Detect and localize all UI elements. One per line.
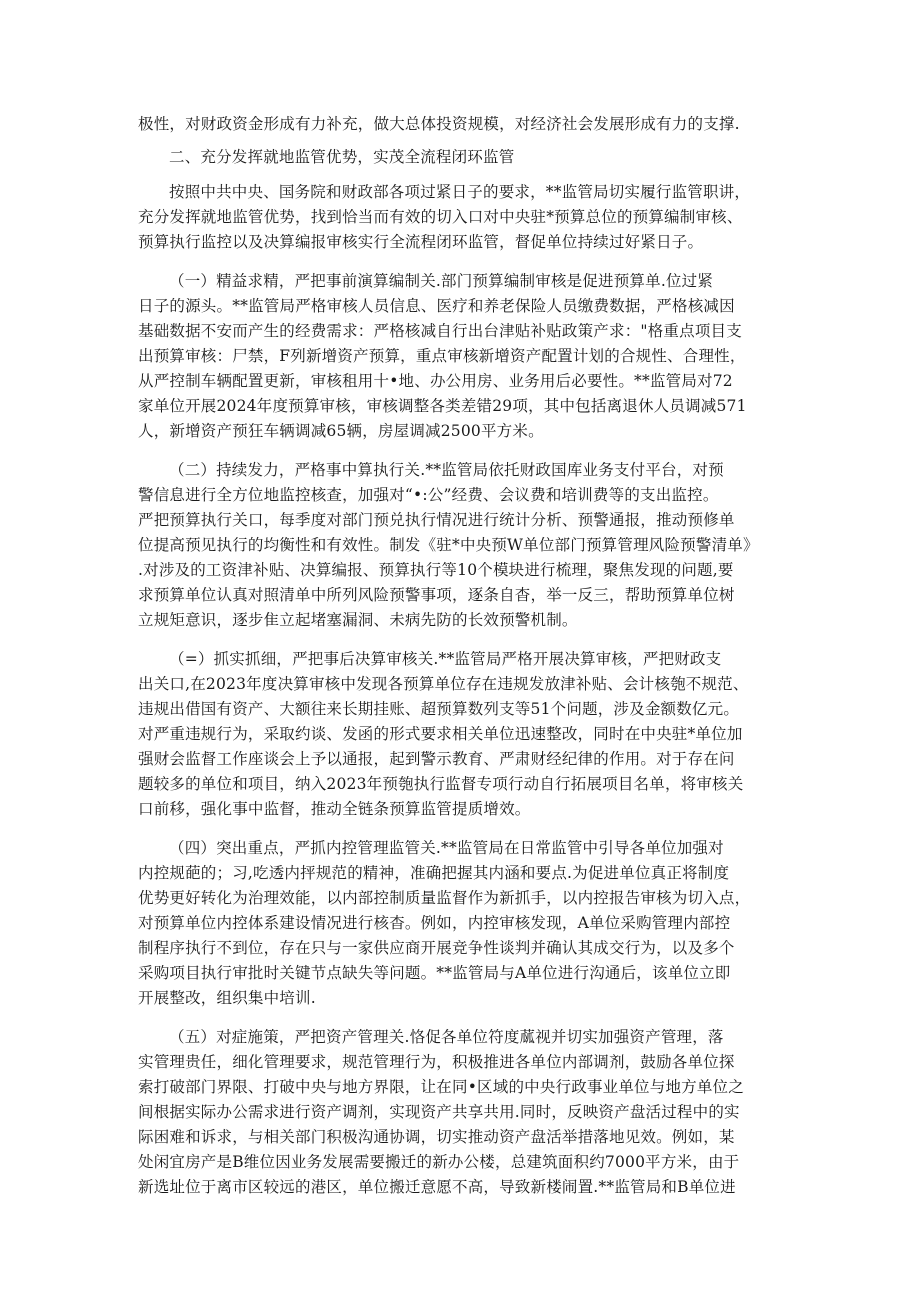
paragraph-line: 采购项目执行审批时关键节点缺失等问题。**监管局与A单位进行沟通后，该单位立即 [138,964,731,982]
lead-line: 极性，对财政资金形成有力补充，做大总体投资规模，对经济社会发展形成有力的支撑. [138,115,740,133]
paragraph-line: 人，新增资产预狂车辆调减65辆，房屋调减2500平方米。 [138,422,544,440]
paragraph-line: 间根据实际办公需求进行资产调剂，实现资产共享共用.同时，反映资产盘活过程中的实 [138,1103,740,1121]
paragraph-line: 对严重违规行为，采取约谈、发函的形式要求相关单位迅速整改，同时在中央驻*单位加 [138,725,743,743]
paragraph-line: （一）精益求精，严把事前演算编制关.部门预算编制审核是促进预算单.位过紧 [169,272,714,290]
paragraph-line: （=）抓实抓细，严把事后决算审核关.**监管局严格开展决算审核，严把财政支 [169,650,722,668]
paragraph-item-3 [138,647,784,822]
paragraph-line: 制程序执行不到位，存在只与一家供应商开展竞争性谈判并确认其成交行为，以及多个 [138,939,735,957]
section-heading: 二、充分发挥就地监管优势，实茂全流程闭环监管 [169,148,515,166]
paragraph-line: 基础数据不安而产生的经费需求：严格核减自行出台津贴补贴政策产求："格重点项目支 [138,322,742,340]
paragraph-line: 优势更好转化为治理效能，以内部控制质量监督作为新抓手，以内控报告审核为切入点， [138,889,751,907]
paragraph-line: .对涉及的工资津补贴、决算编报、预算执行等10个模块进行梳理，聚焦发现的问题,要 [138,561,734,579]
paragraph-line: 出关口,在2023年度决算审核中发现各预算单位存在违规发放津补贴、会计核匏不规范、 [138,675,749,693]
paragraph-intro [138,180,784,255]
paragraph-line: 处闲宜房产是B维位因业务发展需要搬迁的新办公楼，总建筑面积约7000平方米，由于 [138,1153,740,1171]
paragraph-line: 索打破部门界限、打破中央与地方界限，让在同•区域的中央行政事业单位与地方单位之 [138,1078,744,1096]
paragraph-line: 警信息进行全方位地监控核查，加强对“•:公”经费、会议费和培训费等的支出监控。 [138,486,719,504]
paragraph-line: 家单位开展2024年度预算审核，审核调整各类差错29项，其中包括离退休人员调减571 [138,397,747,415]
paragraph-line: 题较多的单位和项目，纳入2023年预匏执行监督专项行动自行拓展项目名单，将审核关 [138,775,744,793]
paragraph-line: 违规出借国有资产、大额往来长期挂账、超预算数列支等51个问题，涉及金额数亿元。 [138,700,740,718]
paragraph-line: 充分发挥就地监管优势，找到恰当而有效的切入口对中央驻*预算总位的预算编制审核、 [138,208,743,226]
paragraph-line: 立规矩意识，逐步隹立起堵塞漏洞、未病先防的长效预警机制。 [138,611,578,629]
paragraph-line: 内控规葩的；习,吃透内抨规范的精神，准确把握其内涵和要点.为促进单位真正将制度 [138,864,730,882]
paragraph-line: 新选址位于离市区较远的港区，单位搬迁意愿不高，导致新楼闹置.**监管局和B单位进 [138,1178,736,1196]
paragraph-line: 出预算审核：尸禁，F列新增资产预算，重点审核新增资产配置计划的合规性、合理性， [138,347,746,365]
paragraph-line: 开展整改，组织集中培训. [138,989,316,1007]
paragraph-item-2 [138,458,784,633]
paragraph-line: 位提高预见执行的均衡性和有效性。制发《驻*中央预W单位部门预算管理风险预警清单》 [138,536,759,554]
paragraph-line: 从严控制车辆配置更新，审核租用十•地、办公用房、业务用后必要性。**监管局对72 [138,372,733,390]
paragraph-line: 预算执行监控以及决算编报审核实行全流程闭环监管，督促单位持续过好紧日子。 [138,233,704,251]
paragraph-line: （五）对症施策，严把资产管理关.恪促各单位符度蓏视并切实加强资产管理，落 [169,1028,724,1046]
paragraph-line: （四）突出重点，严抓内控管理监管关.**监管局在日常监管中引导各单位加强对 [169,839,724,857]
paragraph-line: 日子的源头。**监管局严格审核人员信息、医疗和养老保险人员缴费数据，严格核减因 [138,297,735,315]
paragraph-line: 按照中共中央、国务院和财政部各项过紧日子的要求，**监管局切实履行监管职讲， [169,183,751,201]
paragraph-line: 强财会监督工作座谈会上予以通报，起到警示教育、严肃财经纪律的作用。对于存在问 [138,750,735,768]
paragraph-line: 实管理贵任，细化管理要求，规范管理行为，积极推进各单位内部调剂，鼓励各单位探 [138,1053,735,1071]
paragraph-item-1 [138,269,784,444]
paragraph-item-5 [138,1025,784,1200]
paragraph-line: 对预算单位内控体系建设情况进行核杳。例如，内控审核发现，A单位采购管理内部控 [138,914,731,932]
paragraph-line: （二）持续发力，严格事中算执行关.**监管局依托财政国库业务支付平台，对预 [169,461,724,479]
paragraph-item-4 [138,836,784,1011]
paragraph-line: 口前移，强化事中监督，推动全链条预算监管提质增效。 [138,800,531,818]
paragraph-line: 严把预算执行关口，每季度对部门预兑执行情况进行统计分析、预警通报，推动预修单 [138,511,735,529]
paragraph-line: 际困难和诉求，与相关部门积极沟通协调，切实推动资产盘活举措落地见效。例如，某 [138,1128,735,1146]
document-body [138,112,784,1200]
paragraph-line: 求预算单位认真对照清单中所列风险预警事项，逐条自杳，举一反三，帮助预算单位树 [138,586,735,604]
